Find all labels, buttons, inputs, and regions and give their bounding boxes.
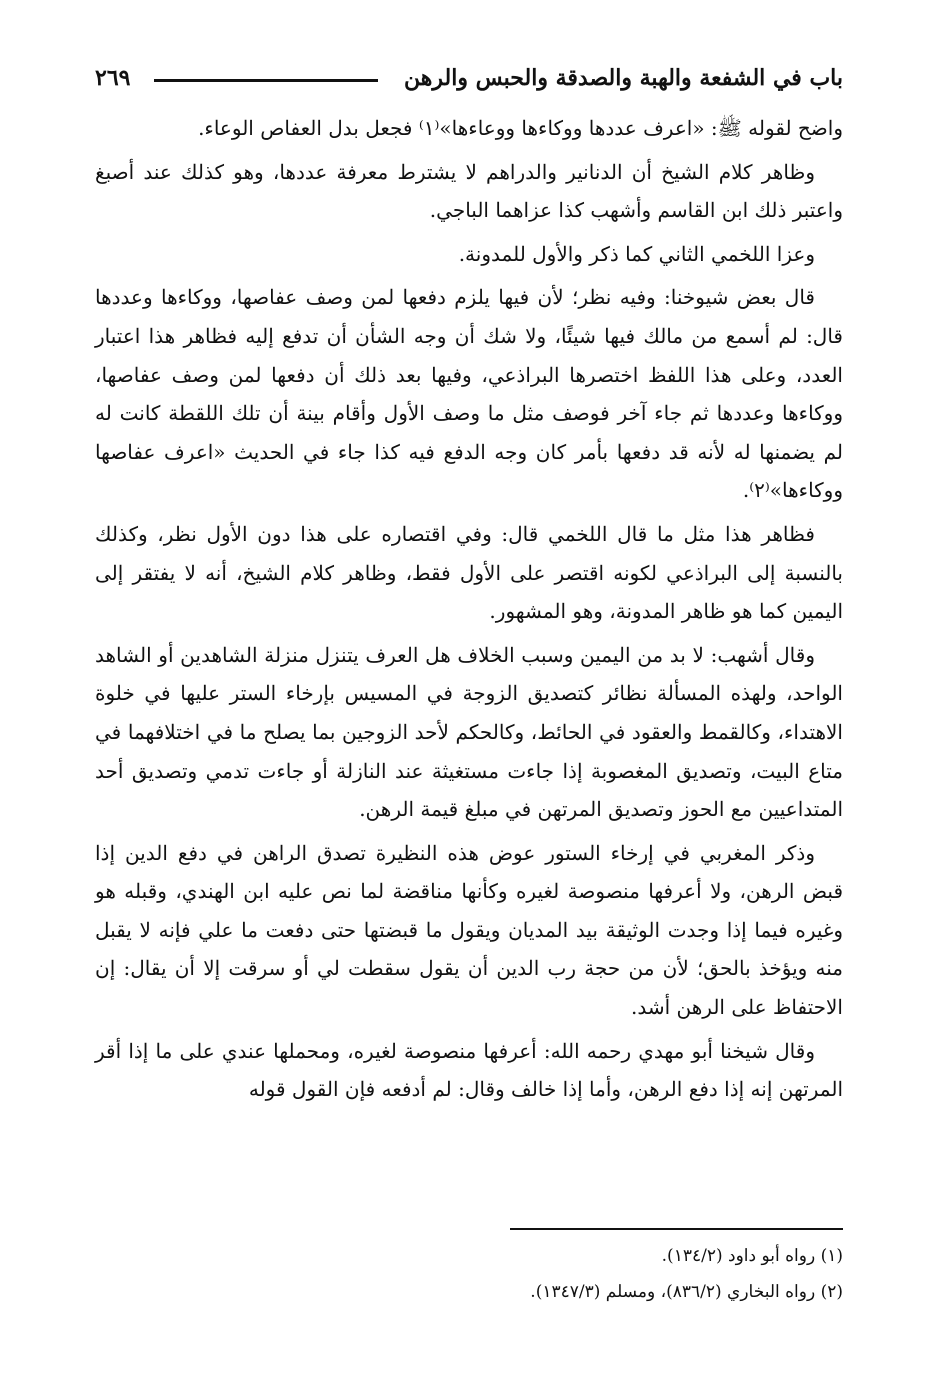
page-number: ٢٦٩ <box>95 65 131 91</box>
paragraph: وظاهر كلام الشيخ أن الدنانير والدراهم لا يشترط معرفة عددها، وهو كذلك عند أصبغ واعتبر ذلك ابن القاسم وأشهب كذا عزاهما الباجي. <box>95 159 843 223</box>
running-header <box>95 58 843 98</box>
paragraph: وذكر المغربي في إرخاء الستور عوض هذه النظيرة تصدق الراهن في دفع الدين إذا قبض الرهن، ولا أعرفها منصوصة لغيره وكأنها مناقضة لما نص عليه ابن الهندي، وقبله هو وغيره فيما إذا وجدت الوثيقة بيد المديان ويقول ما قبضتها حتى دفعت ما علي فإنه لا يقبل منه ويؤخذ بالحق؛ لأن من حجة رب الدين أن يقول سقطت لي أو سرقت إلا أن يقال: إن الاحتفاظ على الرهن أشد. <box>95 840 843 1020</box>
paragraph: وعزا اللخمي الثاني كما ذكر والأول للمدونة. <box>458 241 815 266</box>
paragraph: واضح لقوله ﷺ: «اعرف عددها ووكاءها ووعاءها»⁽١⁾ فجعل بدل العفاص الوعاء. <box>198 116 843 140</box>
paragraph: قال بعض شيوخنا: وفيه نظر؛ لأن فيها يلزم دفعها لمن وصف عفاصها، ووكاءها وعددها قال: لم أسمع من مالك فيها شيئًا، ولا شك أن وجه الشأن أن تدفع إليه فظاهر هذا اعتبار العدد، وعلى هذا اللفظ اختصرها البراذعي، وفيها بعد ذلك أن دفعها لمن وصف عفاصها، ووكاءها وعددها ثم جاء آخر فوصف مثل ما وصف الأول وأقام بينة أن تلك اللقطة كانت له لم يضمنها له لأنه قد دفعها بأمر كان وجه الدفع فيه كذا جاء في الحديث «اعرف عفاصها ووكاءها»⁽٢⁾. <box>95 285 843 503</box>
paragraph: وقال أشهب: لا بد من اليمين وسبب الخلاف هل العرف يتنزل منزلة الشاهدين أو الشاهد الواحد، ولهذه المسألة نظائر كتصديق الزوجة في المسيس بإرخاء الستر عليها في خلوة الاهتداء، وكالقمط والعقود في الحائط، وكالحكم لأحد الزوجين بما يصلح ما في اختلافهما في متاع البيت، وتصديق المغصوبة إذا جاءت مستغيثة عند النازلة أو جاءت تدمي وتصديق أحد المتداعيين مع الحوز وتصديق المرتهن في مبلغ قيمة الرهن. <box>95 642 843 822</box>
footnote-divider <box>510 1228 843 1230</box>
paragraph: فظاهر هذا مثل ما قال اللخمي قال: وفي اقتصاره على هذا دون الأول نظر، وكذلك بالنسبة إلى البراذعي لكونه اقتصر على الأول فقط، وظاهر كلام الشيخ، أنه لا يفتقر إلى اليمين كما هو ظاهر المدونة، وهو المشهور. <box>95 521 843 624</box>
paragraph: وقال شيخنا أبو مهدي رحمه الله: أعرفها منصوصة لغيره، ومحملها عندي على ما إذا أقر المرتهن إنه إذا دفع الرهن، وأما إذا خالف وقال: لم أدفعه فإن القول قوله <box>95 1038 843 1102</box>
chapter-title: باب في الشفعة والهبة والصدقة والحبس والرهن <box>404 65 843 91</box>
footnote-2: (٢) رواه البخاري (٨٣٦/٢)، ومسلم (١٣٤٧/٣). <box>530 1282 843 1302</box>
footnotes <box>95 1238 843 1310</box>
footnote-1: (١) رواه أبو داود (١٣٤/٢). <box>661 1246 843 1266</box>
header-rule <box>154 79 378 82</box>
main-text <box>95 109 843 1114</box>
